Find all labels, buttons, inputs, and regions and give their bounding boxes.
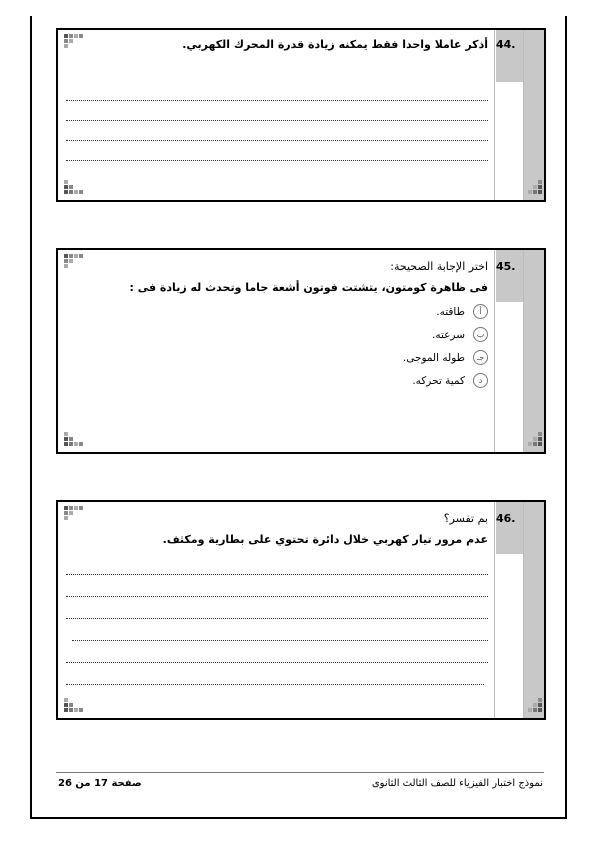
side-strip [523, 30, 544, 200]
choice-text: سرعته. [432, 328, 465, 341]
question-number: 45. [496, 260, 516, 273]
corner-ornament-bottom-right [522, 698, 542, 714]
page-number: صفحة 17 من 26 [58, 778, 142, 789]
answer-line [66, 140, 488, 141]
question-number-column [494, 502, 524, 718]
question-title: أذكر عاملا واحدا فقط يمكنه زيادة قدرة المحرك الكهربي. [182, 38, 488, 51]
answer-line [66, 662, 488, 663]
choice-d[interactable] [64, 373, 488, 388]
answer-line [66, 120, 488, 121]
answer-line [66, 160, 488, 161]
answer-line [72, 640, 488, 641]
footer-divider [56, 772, 544, 773]
question-46-box [56, 500, 546, 720]
corner-ornament-top-left [64, 254, 84, 270]
side-strip [523, 502, 544, 718]
choice-text: كمية تحركه. [412, 374, 465, 387]
question-body: فى ظاهرة كومتون، يتشتت فوتون أشعة جاما وتحدث له زيادة فى : [129, 281, 488, 294]
choice-b[interactable] [64, 327, 488, 342]
corner-ornament-top-left [64, 34, 84, 50]
question-44-box [56, 28, 546, 202]
corner-ornament-bottom-left [64, 698, 84, 714]
answer-line [66, 100, 488, 101]
question-number: 44. [496, 38, 516, 51]
choice-text: طاقته. [436, 305, 465, 318]
footer-title: نموذج اختبار الفيزياء للصف الثالث الثانوى [371, 778, 543, 789]
choice-a[interactable] [64, 304, 488, 319]
corner-ornament-top-left [64, 506, 84, 522]
corner-ornament-bottom-left [64, 180, 84, 196]
question-title: اختر الإجابة الصحيحة: [390, 260, 488, 273]
choice-marker: ب [473, 327, 488, 342]
choice-text: طوله الموجى. [402, 351, 465, 364]
side-strip [523, 250, 544, 452]
choice-c[interactable] [64, 350, 488, 365]
answer-line [66, 684, 484, 685]
question-body: عدم مرور تيار كهربي خلال دائرة تحتوي على بطارية ومكثف. [162, 533, 488, 546]
corner-ornament-bottom-right [522, 180, 542, 196]
question-number-column [494, 30, 524, 200]
question-45-box [56, 248, 546, 454]
answer-line [66, 596, 488, 597]
question-number-column [494, 250, 524, 452]
answer-line [66, 618, 488, 619]
corner-ornament-bottom-left [64, 432, 84, 448]
question-number: 46. [496, 512, 516, 525]
answer-line [66, 574, 488, 575]
corner-ornament-bottom-right [522, 432, 542, 448]
choice-marker: جـ [473, 350, 488, 365]
question-title: بم تفسر؟ [443, 512, 488, 525]
choice-marker: د [473, 373, 488, 388]
choice-marker: أ [473, 304, 488, 319]
